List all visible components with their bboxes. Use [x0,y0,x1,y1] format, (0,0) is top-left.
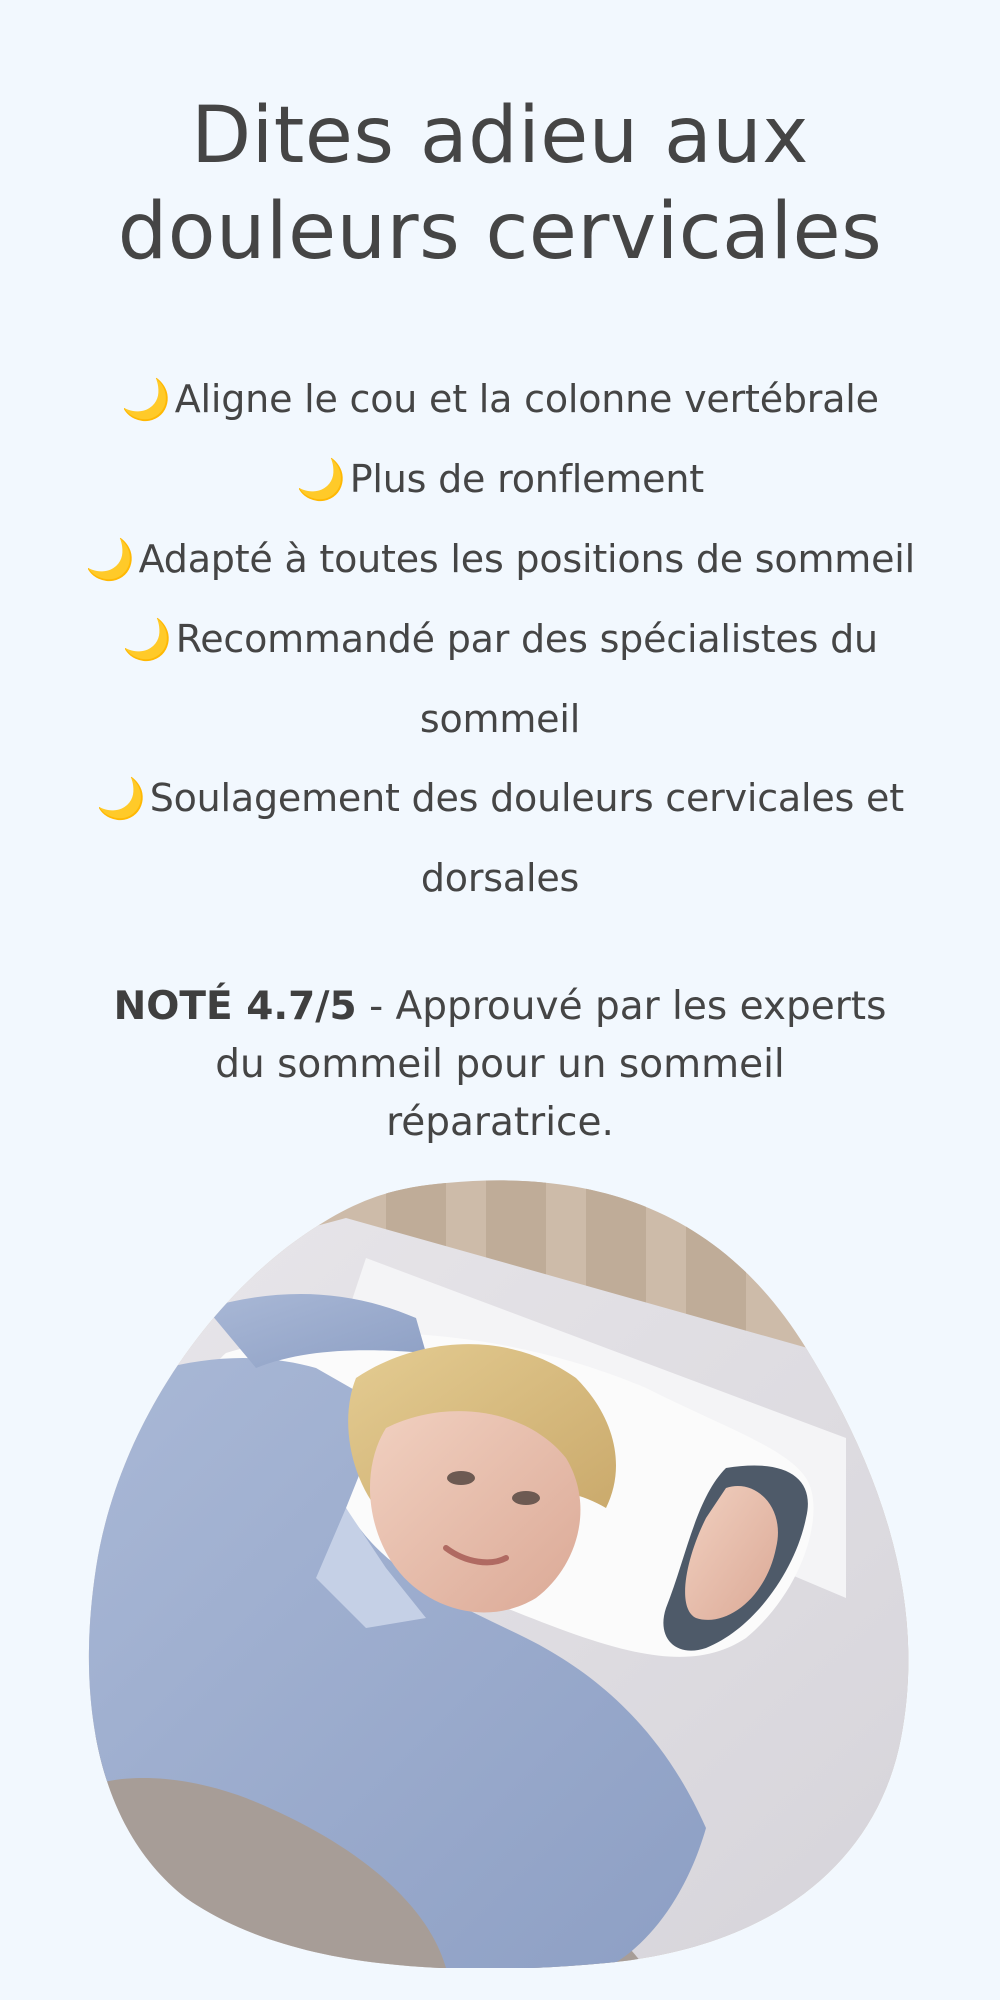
benefit-text: Recommandé par des spécialistes du sommeil [175,617,878,741]
benefit-item [50,600,950,759]
moon-icon: 🌙 [121,377,171,423]
product-photo [86,1178,914,1968]
hero-title-line-1: Dites adieu aux [191,91,809,181]
benefit-item [50,440,950,520]
benefit-item [50,360,950,440]
pillow-lifestyle-illustration [86,1178,914,1968]
rating-statement [100,978,900,1152]
benefits-list [50,360,950,918]
benefit-item [50,759,950,918]
moon-icon: 🌙 [85,537,135,583]
benefit-text: Plus de ronflement [349,457,704,501]
moon-icon: 🌙 [122,617,172,663]
hero-title [0,88,1000,280]
benefit-item [50,520,950,600]
hero-title-line-2: douleurs cervicales [117,187,883,277]
rating-badge: NOTÉ 4.7/5 [113,984,357,1029]
benefit-text: Adapté à toutes les positions de sommeil [138,537,915,581]
rating-description: - Approuvé par les experts du sommeil pour un sommeil réparatrice. [215,984,887,1145]
moon-icon: 🌙 [96,776,146,822]
benefit-text: Aligne le cou et la colonne vertébrale [174,377,879,421]
moon-icon: 🌙 [296,457,346,503]
benefit-text: Soulagement des douleurs cervicales et dorsales [149,776,904,900]
